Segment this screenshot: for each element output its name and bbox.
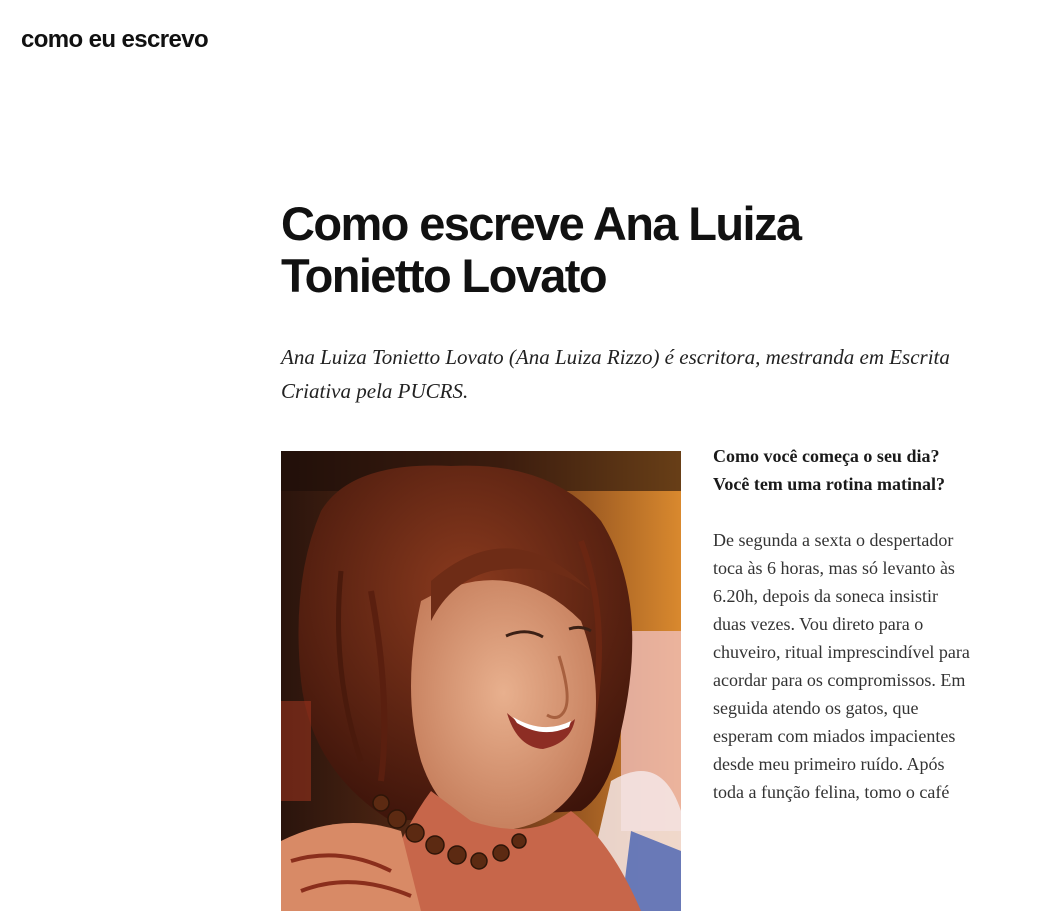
- interview-column: [713, 442, 971, 806]
- post-intro: Ana Luiza Tonietto Lovato (Ana Luiza Rizzo) é escritora, mestranda em Escrita Criativa pela PUCRS.: [281, 345, 950, 403]
- post-title: Como escreve Ana Luiza Tonietto Lovato: [281, 197, 801, 302]
- author-photo: [281, 451, 681, 911]
- interview-answer: De segunda a sexta o despertador toca às 6 horas, mas só levanto às 6.20h, depois da soneca insistir duas vezes. Vou direto para o chuveiro, ritual imprescindível para acordar para os compromissos. Em seguida atendo os gatos, que esperam com miados impacientes desde meu primeiro ruído. Após toda a função felina, tomo o café: [713, 530, 970, 802]
- site-title-link[interactable]: como eu escrevo: [21, 26, 209, 53]
- interview-question: Como você começa o seu dia? Você tem uma rotina matinal?: [713, 446, 945, 494]
